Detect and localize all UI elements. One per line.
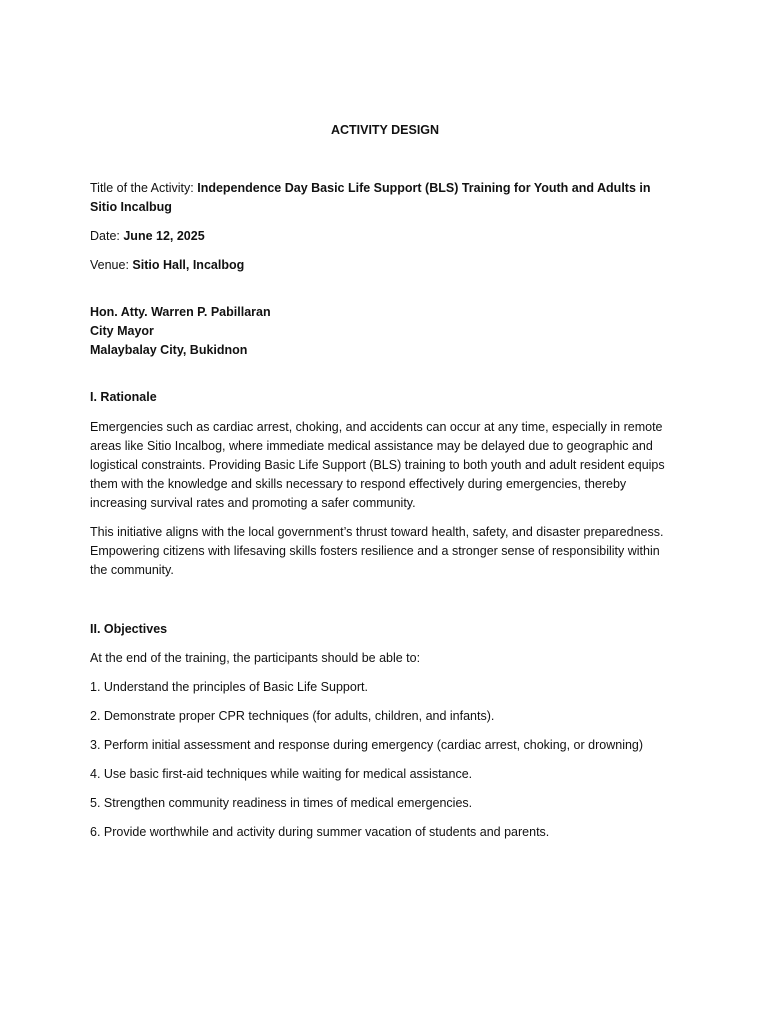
rationale-paragraph-1: Emergencies such as cardiac arrest, choking, and accidents can occur at any time, especially in remote areas like Sitio Incalbog, where immediate medical assistance may be delayed due to geographic and logistical constraints. Providing Basic Life Support (BLS) training to both youth and adult resident equips them with the knowledge and skills necessary to respond effectively during emergencies, thereby increasing survival rates and promoting a safer community. — [90, 420, 665, 510]
objectives-heading: II. Objectives — [90, 622, 168, 636]
objective-item-4: 4. Use basic first-aid techniques while waiting for medical assistance. — [90, 767, 473, 781]
venue-row — [90, 256, 680, 275]
rationale-paragraph-2: This initiative aligns with the local government’s thrust toward health, safety, and disaster preparedness. Empowering citizens with lifesaving skills fosters resilience and a stronger sense of responsibility within the community. — [90, 525, 664, 577]
addressee-position: City Mayor — [90, 324, 154, 338]
objective-item-5: 5. Strengthen community readiness in times of medical emergencies. — [90, 796, 473, 810]
objectives-list — [90, 678, 680, 842]
activity-title-value: Independence Day Basic Life Support (BLS) Training for Youth and Adults in Sitio Incalbug — [90, 181, 651, 214]
document-page — [90, 121, 680, 842]
rationale-heading: I. Rationale — [90, 390, 157, 404]
venue-value: Sitio Hall, Incalbog — [132, 258, 245, 272]
activity-title-row — [90, 179, 680, 217]
objective-item-3: 3. Perform initial assessment and response during emergency (cardiac arrest, choking, or drowning) — [90, 738, 644, 752]
objective-item-1: 1. Understand the principles of Basic Life Support. — [90, 680, 368, 694]
objectives-intro: At the end of the training, the participants should be able to: — [90, 651, 421, 665]
activity-title-label: Title of the Activity: — [90, 181, 198, 195]
objective-item-2: 2. Demonstrate proper CPR techniques (for adults, children, and infants). — [90, 709, 495, 723]
document-heading: ACTIVITY DESIGN — [330, 123, 440, 137]
objective-item-6: 6. Provide worthwhile and activity during summer vacation of students and parents. — [90, 825, 550, 839]
addressee-block — [90, 303, 680, 360]
date-row — [90, 227, 680, 246]
addressee-name: Hon. Atty. Warren P. Pabillaran — [90, 305, 271, 319]
addressee-location: Malaybalay City, Bukidnon — [90, 343, 248, 357]
date-value: June 12, 2025 — [123, 229, 205, 243]
venue-label: Venue: — [90, 258, 133, 272]
date-label: Date: — [90, 229, 124, 243]
